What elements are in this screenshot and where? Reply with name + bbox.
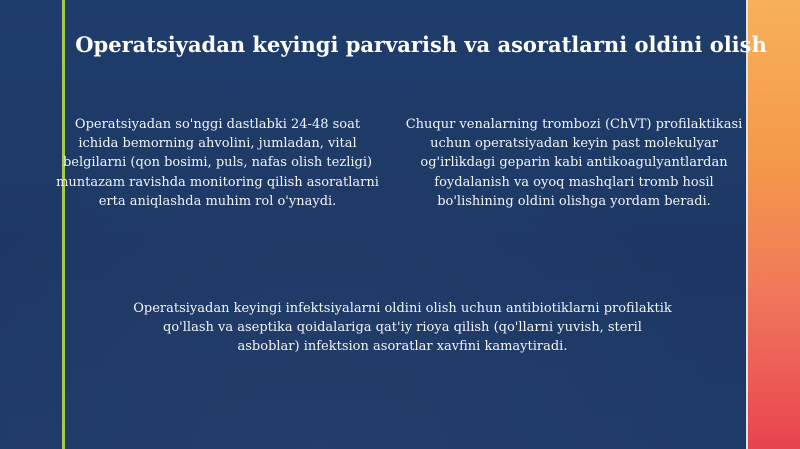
left-accent-line [62, 0, 65, 449]
slide-title: Operatsiyadan keyingi parvarish va asoratlarni oldini olish [75, 32, 767, 57]
paragraph-monitoring: Operatsiyadan so'nggi dastlabki 24-48 soat ichida bemorning ahvolini, jumladan, vital belgilarni (qon bosimi, puls, nafas olish tezligi) muntazam ravishda monitoring qilish asoratlarni erta aniqlashda muhim rol o'ynaydi. [56, 117, 379, 209]
paragraph-dvt-prophylaxis: Chuqur venalarning trombozi (ChVT) profilaktikasi uchun operatsiyadan keyin past molekulyar og'irlikdagi geparin kabi antikoagulyantlardan foydalanish va oyoq mashqlari tromb hosil bo'lishining oldini olishga yordam beradi. [405, 117, 743, 209]
right-gradient-panel [746, 0, 800, 449]
paragraph-infection-prevention: Operatsiyadan keyingi infektsiyalarni oldini olish uchun antibiotiklarni profilaktik qo'llash va aseptika qoidalariga qat'iy rioya qilish (qo'llarni yuvish, steril asboblar) infektsion asoratlar xavfini kamaytiradi. [133, 301, 672, 355]
right-panel-divider [746, 0, 748, 449]
